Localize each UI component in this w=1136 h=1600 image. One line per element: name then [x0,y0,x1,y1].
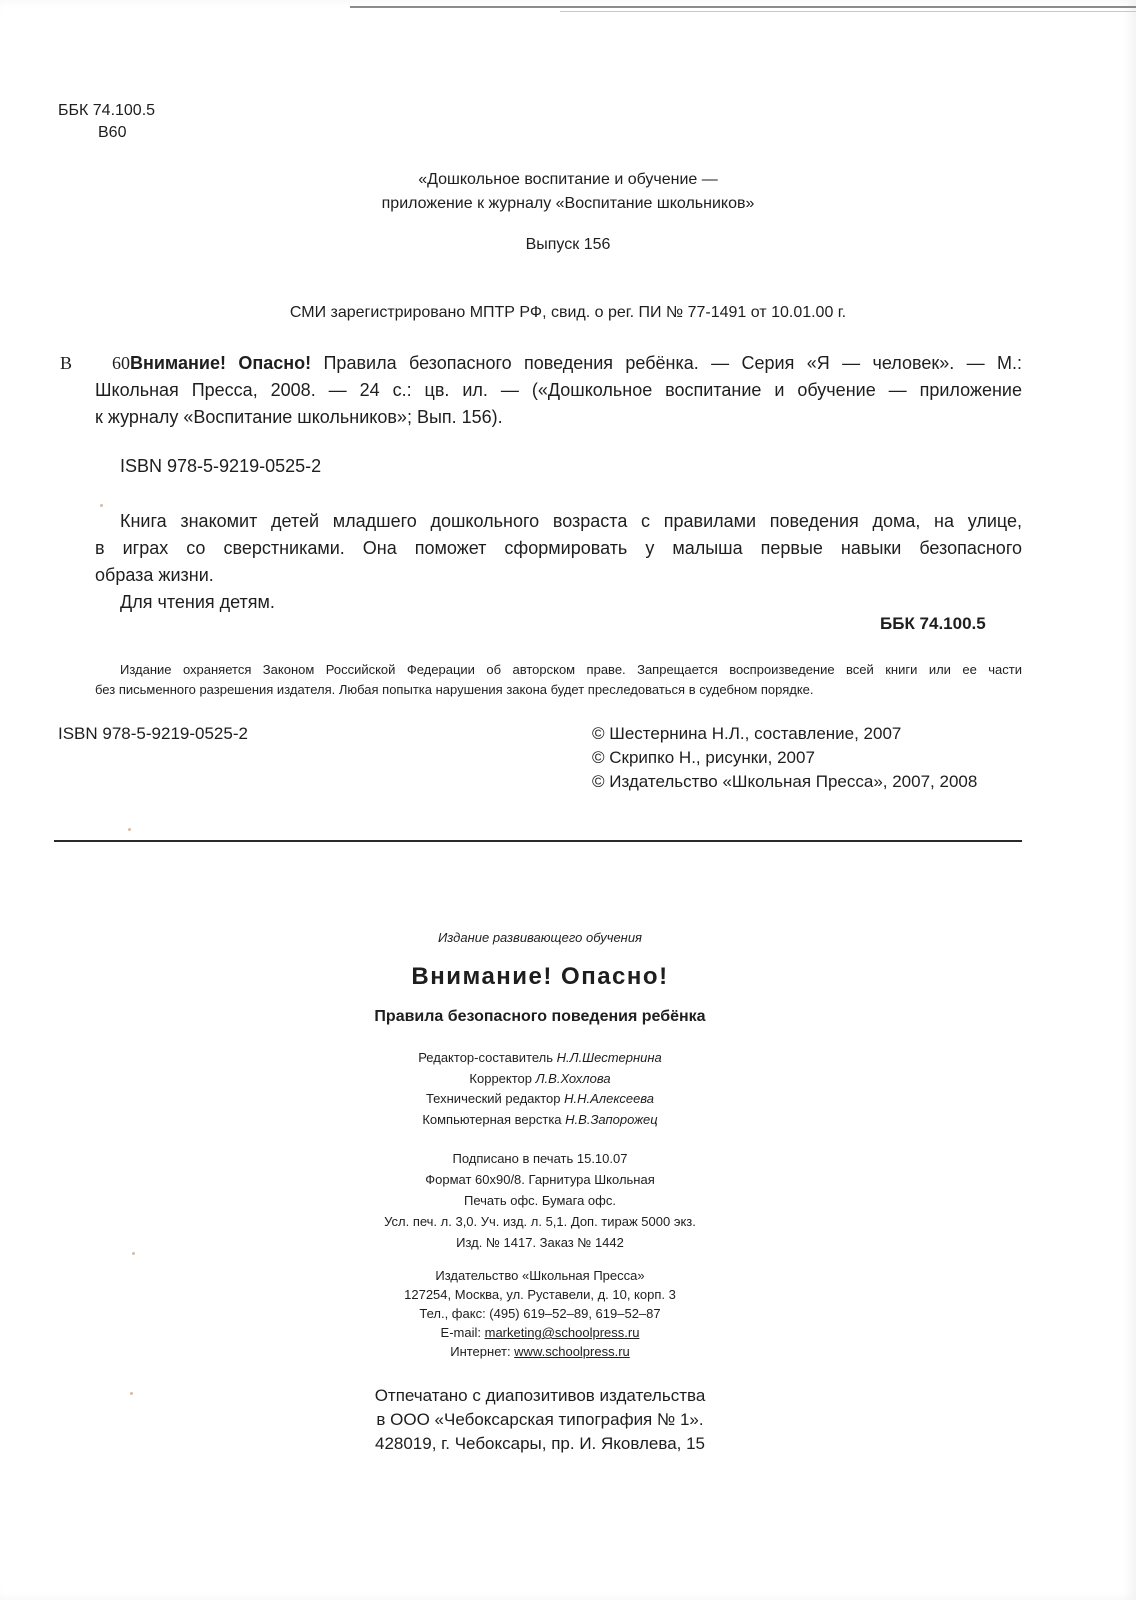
book-subtitle: Правила безопасного поведения ребёнка [374,1008,706,1025]
biblio-code: В 60 [60,353,130,373]
credit-line [0,1110,1080,1131]
series-info [0,168,1136,216]
biblio-line-1 [60,350,1022,377]
paper-speck [132,1252,135,1255]
printer-line: 428019, г. Чебоксары, пр. И. Яковлева, 15 [374,1434,706,1453]
copyright-block [592,722,977,794]
tech-line: Подписано в печать 15.10.07 [452,1151,628,1166]
paper-speck [100,504,103,507]
publisher-phone: Тел., факс: (495) 619–52–89, 619–52–87 [419,1306,661,1321]
printer-line: Отпечатано с диапозитивов издательства [374,1386,706,1405]
law-line-2: без письменного разрешения издателя. Любая попытка нарушения закона будет преследоваться в судебном порядке. [95,682,814,697]
page-edge-line [350,6,1136,8]
book-title: Внимание! Опасно! [411,963,669,990]
publisher-address: 127254, Москва, ул. Руставели, д. 10, корп. 3 [404,1287,676,1302]
credit-line [0,1089,1080,1110]
copyright-law-notice [95,660,1022,700]
page-edge-line-secondary [560,11,1136,12]
series-line-2: приложение к журналу «Воспитание школьников» [381,195,755,212]
section-divider [54,840,1022,842]
publisher-web-line [0,1342,1080,1361]
bbk-code-right: ББК 74.100.5 [880,614,986,633]
publisher-block [0,1266,1080,1361]
credit-role: Компьютерная верстка [422,1111,562,1127]
credit-line [0,1048,1080,1069]
email-label: E-mail: [440,1325,485,1340]
biblio-line-1-rest: Правила безопасного поведения ребёнка. — Серия «Я — человек». — М.: [311,353,1022,373]
copyright-line: © Издательство «Школьная Пресса», 2007, 2008 [592,772,978,791]
isbn-main: ISBN 978-5-9219-0525-2 [120,456,322,476]
annotation-audience: Для чтения детям. [120,592,275,612]
issue-number: Выпуск 156 [525,236,611,253]
media-registration: СМИ зарегистрировано МПТР РФ, свид. о рег. ПИ № 77-1491 от 10.01.00 г. [289,304,847,321]
annotation-line-2: в играх со сверстниками. Она поможет сформировать у малыша первые навыки безопасного [95,538,1022,558]
annotation [95,508,1022,616]
paper-speck [128,828,131,831]
web-label: Интернет: [450,1344,515,1359]
credit-name: Н.Н.Алексеева [564,1091,655,1106]
series-line-1: «Дошкольное воспитание и обучение — [418,171,718,188]
tech-line: Формат 60х90/8. Гарнитура Школьная [425,1172,655,1187]
credit-role: Редактор-составитель [418,1050,554,1065]
law-line-1: Издание охраняется Законом Российской Федерации об авторском праве. Запрещается воспроизведение всей книги или ее части [120,662,1022,677]
tech-line: Усл. печ. л. 3,0. Уч. изд. л. 5,1. Доп. тираж 5000 экз. [384,1214,696,1229]
copyright-line: © Шестернина Н.Л., составление, 2007 [592,724,902,743]
technical-details [0,1148,1080,1253]
biblio-line-3: к журналу «Воспитание школьников»; Вып. 156). [95,407,503,427]
credit-name: Н.Л.Шестернина [556,1050,662,1065]
bbk-classification-block [58,100,155,144]
credit-name: Н.В.Запорожец [565,1111,658,1127]
publisher-name: Издательство «Школьная Пресса» [435,1268,645,1283]
tech-line: Печать офс. Бумага офс. [464,1193,616,1208]
isbn-bottom: ISBN 978-5-9219-0525-2 [58,724,248,743]
email-link[interactable]: marketing@schoolpress.ru [484,1325,640,1340]
biblio-line-2: Школьная Пресса, 2008. — 24 с.: цв. ил. — («Дошкольное воспитание и обучение — приложение [95,380,1022,400]
printer-line: в ООО «Чебоксарская типография № 1». [376,1410,704,1429]
edition-type: Издание развивающего обучения [437,930,643,945]
bibliographic-record [60,350,1022,431]
bbk-code: ББК 74.100.5 [58,102,156,119]
copyright-line: © Скрипко Н., рисунки, 2007 [592,748,815,767]
website-link[interactable]: www.schoolpress.ru [514,1344,630,1359]
tech-line: Изд. № 1417. Заказ № 1442 [456,1235,624,1250]
printer-block [0,1384,1080,1456]
credit-role: Корректор [469,1070,533,1086]
credit-role: Технический редактор [425,1091,561,1106]
annotation-line-1: Книга знакомит детей младшего дошкольного возраста с правилами поведения дома, на улице, [120,511,1022,531]
paper-speck [130,1392,133,1395]
credits-block [0,1048,1080,1130]
annotation-line-3: образа жизни. [95,565,214,585]
publisher-email-line [0,1323,1080,1342]
biblio-title: Внимание! Опасно! [130,353,312,373]
credit-name: Л.В.Хохлова [535,1070,611,1086]
credit-line [0,1069,1080,1090]
author-mark: В60 [98,124,127,141]
